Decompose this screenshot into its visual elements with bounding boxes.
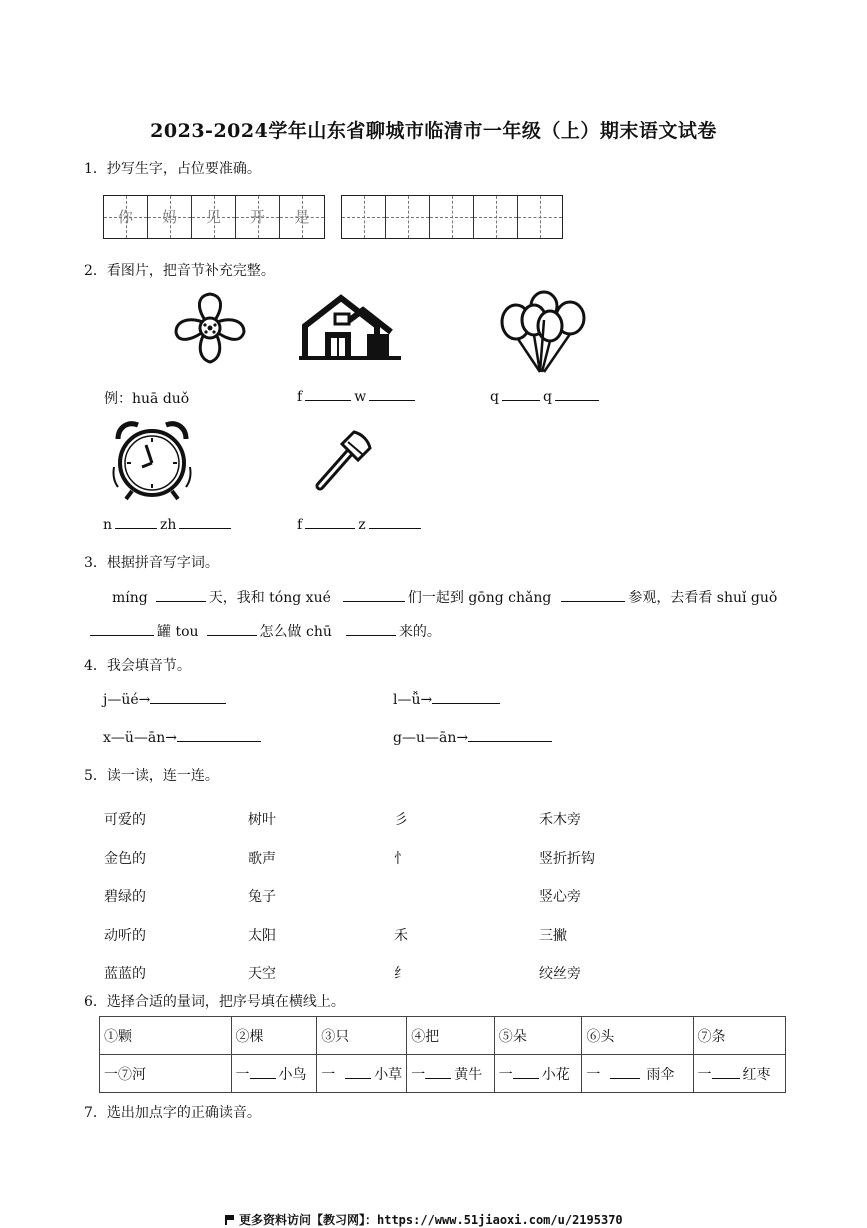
flower-image — [168, 288, 252, 368]
noun-column — [248, 801, 276, 994]
match-item[interactable]: 树叶 — [248, 812, 276, 828]
table-cell — [582, 1055, 693, 1093]
match-item[interactable]: 彡 — [394, 812, 408, 828]
match-item[interactable]: 纟 — [394, 966, 408, 982]
grid-cell — [236, 196, 280, 238]
sentence-text: 来的。 — [398, 624, 441, 640]
table-row — [100, 1055, 786, 1093]
match-item[interactable]: 金色的 — [104, 850, 146, 867]
answer-blank[interactable] — [561, 589, 625, 602]
table-cell — [494, 1055, 582, 1093]
pinyin-initial: zh — [160, 517, 177, 533]
question-2-label: 2．看图片，把音节补充完整。 — [84, 263, 275, 279]
answer-blank[interactable] — [345, 1066, 371, 1079]
measure-word-option: ⑤朵 — [494, 1017, 582, 1055]
match-item[interactable]: 绞丝旁 — [539, 966, 581, 982]
spelling-parts: j—üé→ — [103, 692, 151, 708]
table-cell — [693, 1055, 785, 1093]
answer-blank[interactable] — [369, 516, 421, 529]
table-cell — [407, 1055, 495, 1093]
flag-icon — [225, 1215, 235, 1225]
answer-blank[interactable] — [432, 691, 500, 704]
axe-image — [312, 428, 372, 492]
match-item[interactable]: 动听的 — [104, 927, 146, 944]
pinyin-initial: q — [490, 389, 499, 405]
table-cell — [231, 1055, 317, 1093]
sentence-text: 天，我和 tóng xué — [208, 590, 331, 606]
measure-word-option: ②棵 — [231, 1017, 317, 1055]
spelling-item — [103, 729, 261, 746]
question-4-label: 4．我会填音节。 — [84, 658, 191, 674]
grid-char: 妈 — [161, 208, 177, 226]
match-item[interactable]: 碧绿的 — [104, 889, 146, 905]
match-item[interactable]: 忄 — [394, 850, 408, 867]
sentence-text: 们一起到 gōng chǎng — [407, 590, 552, 606]
grid-cell — [148, 196, 192, 238]
radical-column — [394, 801, 434, 994]
noun: 小鸟 — [278, 1066, 307, 1083]
footer-link[interactable]: 更多资料访问【教习网】：https://www.51jiaoxi.com/u/2195370 — [239, 1213, 623, 1227]
grid-cell — [192, 196, 236, 238]
sentence-text: 参观，去看看 shuǐ guǒ — [628, 590, 778, 606]
question-6-label: 6．选择合适的量词，把序号填在横线上。 — [84, 994, 345, 1010]
answer-blank[interactable] — [305, 388, 351, 401]
answer-blank[interactable] — [90, 623, 154, 636]
number-one: 一 — [235, 1066, 250, 1083]
grid-cell — [280, 196, 324, 238]
answer-blank[interactable] — [610, 1066, 640, 1079]
measure-word-option: ①颗 — [100, 1017, 232, 1055]
answer-blank[interactable] — [156, 589, 206, 602]
question-3-line-1 — [112, 587, 777, 607]
grid-char: 开 — [249, 208, 265, 226]
example-answer: 一⑦河 — [104, 1066, 146, 1083]
number-one: 一 — [498, 1066, 513, 1083]
sentence-text: 怎么做 chū — [259, 624, 332, 640]
match-item[interactable]: 竖折折钩 — [539, 850, 595, 867]
number-one: 一 — [697, 1066, 712, 1083]
pinyin-initial: q — [542, 389, 552, 405]
noun: 黄牛 — [454, 1066, 483, 1083]
number-one: 一 — [411, 1066, 426, 1083]
answer-blank[interactable] — [555, 388, 599, 401]
answer-blank[interactable] — [150, 691, 226, 704]
match-item[interactable]: 竖心旁 — [539, 889, 581, 905]
radical-name-column — [539, 801, 595, 994]
answer-blank[interactable] — [346, 623, 396, 636]
answer-blank[interactable] — [207, 623, 257, 636]
page-title: 2023-2024学年山东省聊城市临清市一年级（上）期末语文试卷 — [150, 120, 717, 142]
spelling-item — [393, 691, 500, 708]
house-pinyin — [297, 388, 418, 405]
writing-grid-example — [103, 195, 325, 239]
question-7-label: 7．选出加点字的正确读音。 — [84, 1105, 261, 1121]
measure-word-option: ⑦条 — [693, 1017, 785, 1055]
match-item[interactable]: 蓝蓝的 — [104, 966, 146, 982]
grid-cell[interactable] — [518, 196, 562, 238]
answer-blank[interactable] — [369, 388, 415, 401]
table-cell — [317, 1055, 407, 1093]
match-item[interactable]: 禾 — [394, 927, 408, 944]
spelling-parts: x—ü—ān→ — [103, 730, 178, 746]
question-1-label: 1．抄写生字，占位要准确。 — [84, 161, 261, 177]
grid-cell[interactable] — [430, 196, 474, 238]
noun: 小草 — [374, 1066, 403, 1083]
match-item[interactable]: 禾木旁 — [539, 812, 581, 828]
clock-pinyin — [103, 516, 234, 533]
answer-blank[interactable] — [177, 729, 261, 742]
answer-blank[interactable] — [343, 589, 405, 602]
spelling-item — [103, 691, 226, 708]
measure-word-option: ④把 — [407, 1017, 495, 1055]
match-item[interactable]: 三撇 — [539, 927, 567, 944]
answer-blank[interactable] — [250, 1066, 276, 1079]
grid-char: 你 — [117, 208, 133, 226]
pinyin-initial: w — [354, 389, 367, 405]
footer — [225, 1211, 623, 1228]
spelling-parts: l—ǚ→ — [393, 692, 433, 708]
match-item[interactable]: 可爱的 — [104, 812, 146, 828]
answer-blank[interactable] — [712, 1066, 740, 1079]
number-one: 一 — [586, 1066, 601, 1083]
pinyin-initial: z — [358, 517, 366, 533]
noun: 雨伞 — [646, 1066, 675, 1083]
answer-blank[interactable] — [502, 388, 540, 401]
balloons-image — [494, 290, 590, 374]
answer-blank[interactable] — [115, 516, 157, 529]
measure-word-option: ③只 — [317, 1017, 407, 1055]
pinyin-initial: n — [103, 517, 113, 533]
match-item[interactable]: 歌声 — [248, 850, 276, 867]
grid-cell[interactable] — [474, 196, 518, 238]
grid-char: 是 — [294, 208, 310, 226]
match-item[interactable]: 天空 — [248, 966, 276, 982]
answer-blank[interactable] — [179, 516, 231, 529]
grid-char: 见 — [205, 208, 221, 226]
question-3-line-2 — [90, 621, 441, 641]
grid-cell — [104, 196, 148, 238]
measure-word-table — [99, 1016, 786, 1093]
table-cell — [100, 1055, 232, 1093]
grid-cell[interactable] — [342, 196, 386, 238]
answer-blank[interactable] — [468, 729, 552, 742]
pinyin-initial: f — [297, 389, 303, 405]
answer-blank[interactable] — [305, 516, 355, 529]
sentence-text: 罐 tou — [157, 624, 199, 640]
number-one: 一 — [321, 1066, 336, 1083]
question-5-label: 5．读一读，连一连。 — [84, 768, 219, 784]
example-pinyin: 例：huā duǒ — [104, 391, 190, 407]
spelling-item — [393, 729, 552, 746]
grid-cell[interactable] — [386, 196, 430, 238]
question-3-label: 3．根据拼音写字词。 — [84, 555, 219, 571]
pinyin-initial: f — [297, 517, 303, 533]
house-image — [297, 292, 403, 362]
noun: 红枣 — [742, 1066, 771, 1083]
answer-blank[interactable] — [513, 1066, 539, 1079]
adjective-column — [104, 801, 146, 994]
match-item[interactable]: 兔子 — [248, 889, 276, 905]
match-item[interactable]: 太阳 — [248, 927, 276, 944]
writing-grid-blank[interactable] — [341, 195, 563, 239]
noun: 小花 — [541, 1066, 570, 1083]
measure-word-option: ⑥头 — [582, 1017, 693, 1055]
spelling-parts: g—u—ān→ — [393, 730, 469, 746]
pinyin-text: míng — [112, 590, 148, 606]
alarm-clock-image — [110, 417, 194, 503]
match-item[interactable] — [394, 878, 434, 917]
answer-blank[interactable] — [425, 1066, 451, 1079]
balloon-pinyin — [490, 388, 602, 405]
axe-pinyin — [297, 516, 424, 533]
table-row — [100, 1017, 786, 1055]
